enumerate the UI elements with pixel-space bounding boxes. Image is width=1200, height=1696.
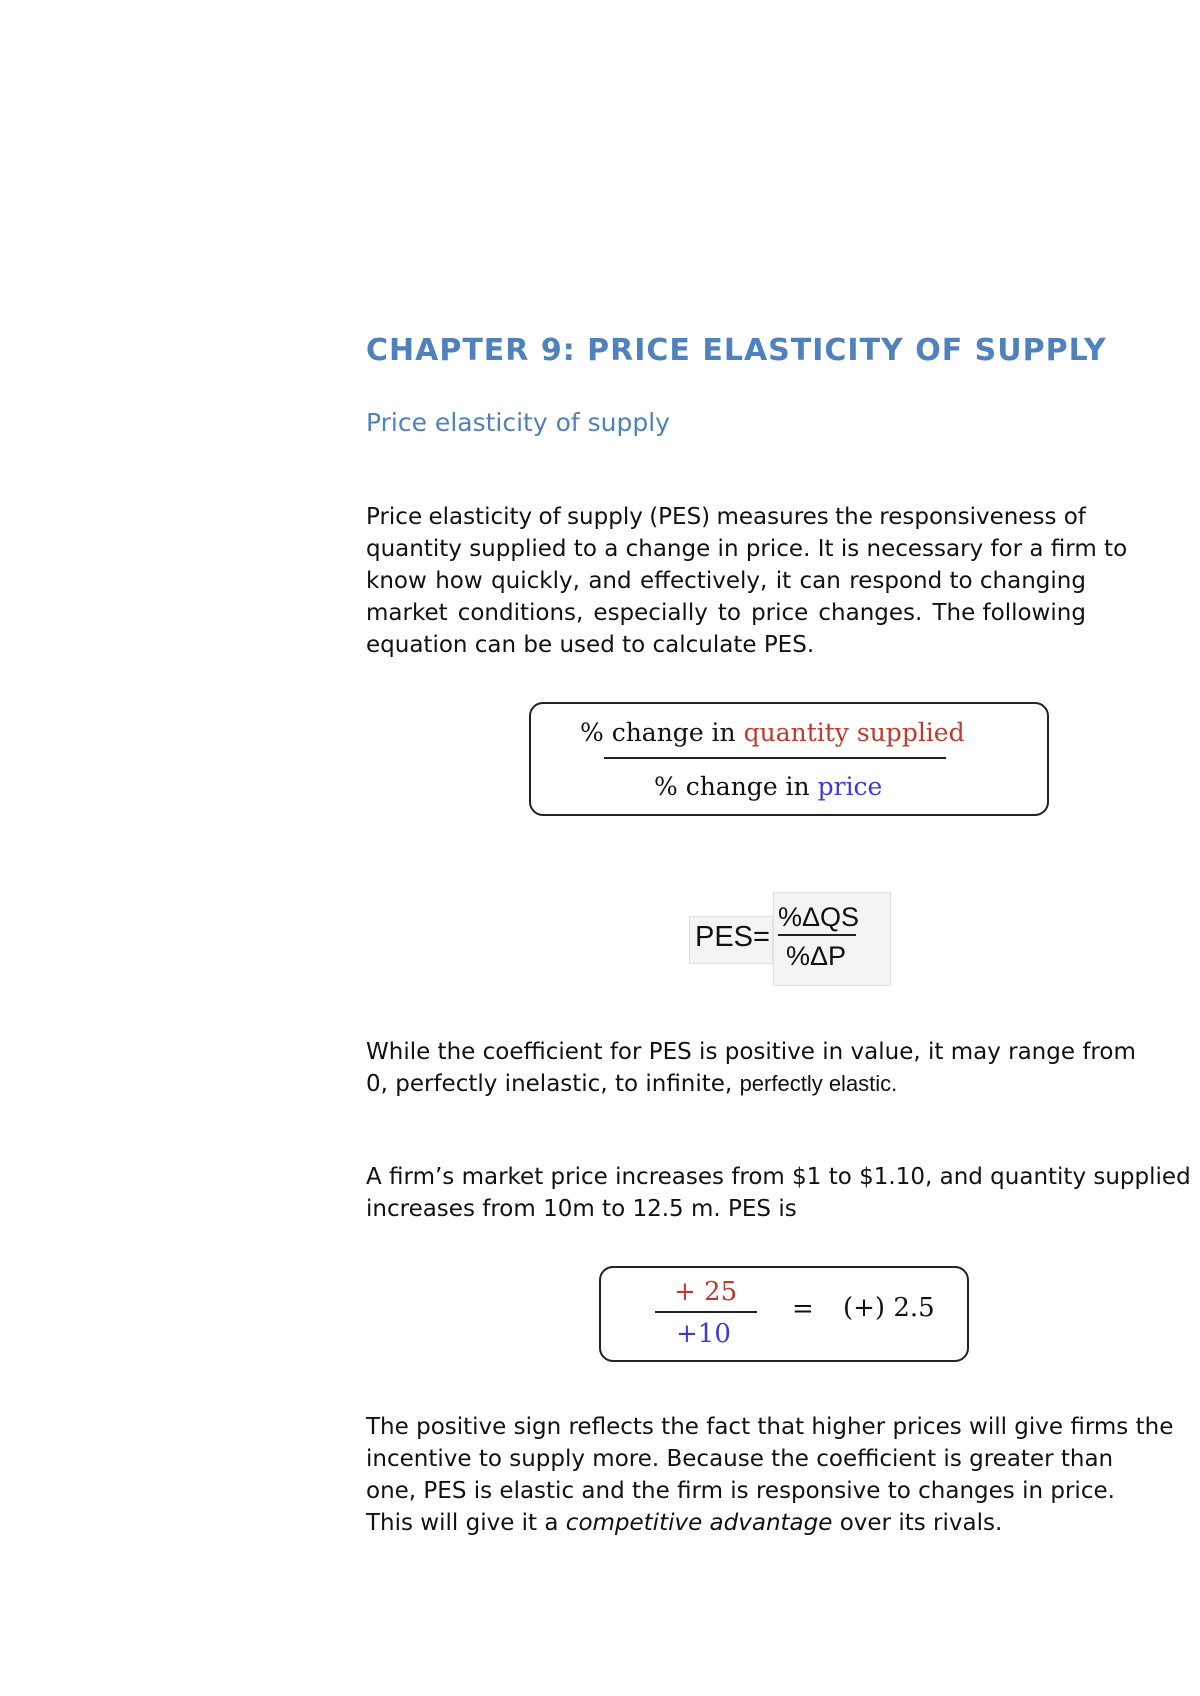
calc-fraction-bar	[655, 1311, 757, 1313]
intro-line-1: Price elasticity of supply (PES) measures the responsiveness of	[366, 504, 1086, 530]
coefficient-paragraph: While the coefficient for PES is positive in value, it may range from 0, perfectly inelastic, to infinite, perfectly elastic.	[366, 1039, 1136, 1097]
calc-denominator: +10	[676, 1319, 731, 1349]
formula-words-numerator: % change in quantity supplied	[580, 718, 965, 747]
pes-fraction-bar	[778, 934, 856, 936]
intro-line-4: market conditions, especially to price changes. The following	[366, 600, 1086, 626]
intro-line-5: equation can be used to calculate PES.	[366, 632, 815, 658]
conclusion-paragraph: The positive sign reflects the fact that higher prices will give firms the incentive to supply more. Because the coefficient is greater than one, PES is elastic and the firm is responsive to changes in price. This will give it a competitive advantage over its rivals.	[366, 1414, 1174, 1536]
fraction-bar	[604, 757, 946, 759]
intro-line-2: quantity supplied to a change in price. It is necessary for a firm to	[366, 536, 1128, 562]
chapter-title: CHAPTER 9: PRICE ELASTICITY OF SUPPLY	[366, 333, 1107, 368]
intro-line-3: know how quickly, and effectively, it can respond to changing	[366, 568, 1086, 594]
calc-equals: =	[792, 1294, 814, 1324]
calc-result: (+) 2.5	[843, 1293, 935, 1323]
pes-numerator: %ΔQS	[778, 902, 860, 932]
formula-words-denominator: % change in price	[654, 772, 883, 801]
intro-paragraph	[366, 501, 1127, 661]
example-paragraph: A firm’s market price increases from $1 to $1.10, and quantity supplied increases from 10m to 12.5 m. PES is	[366, 1164, 1191, 1222]
pes-denominator: %ΔP	[786, 941, 847, 971]
section-heading: Price elasticity of supply	[366, 408, 670, 437]
pes-label: PES=	[695, 921, 770, 953]
calc-numerator: + 25	[674, 1277, 738, 1307]
